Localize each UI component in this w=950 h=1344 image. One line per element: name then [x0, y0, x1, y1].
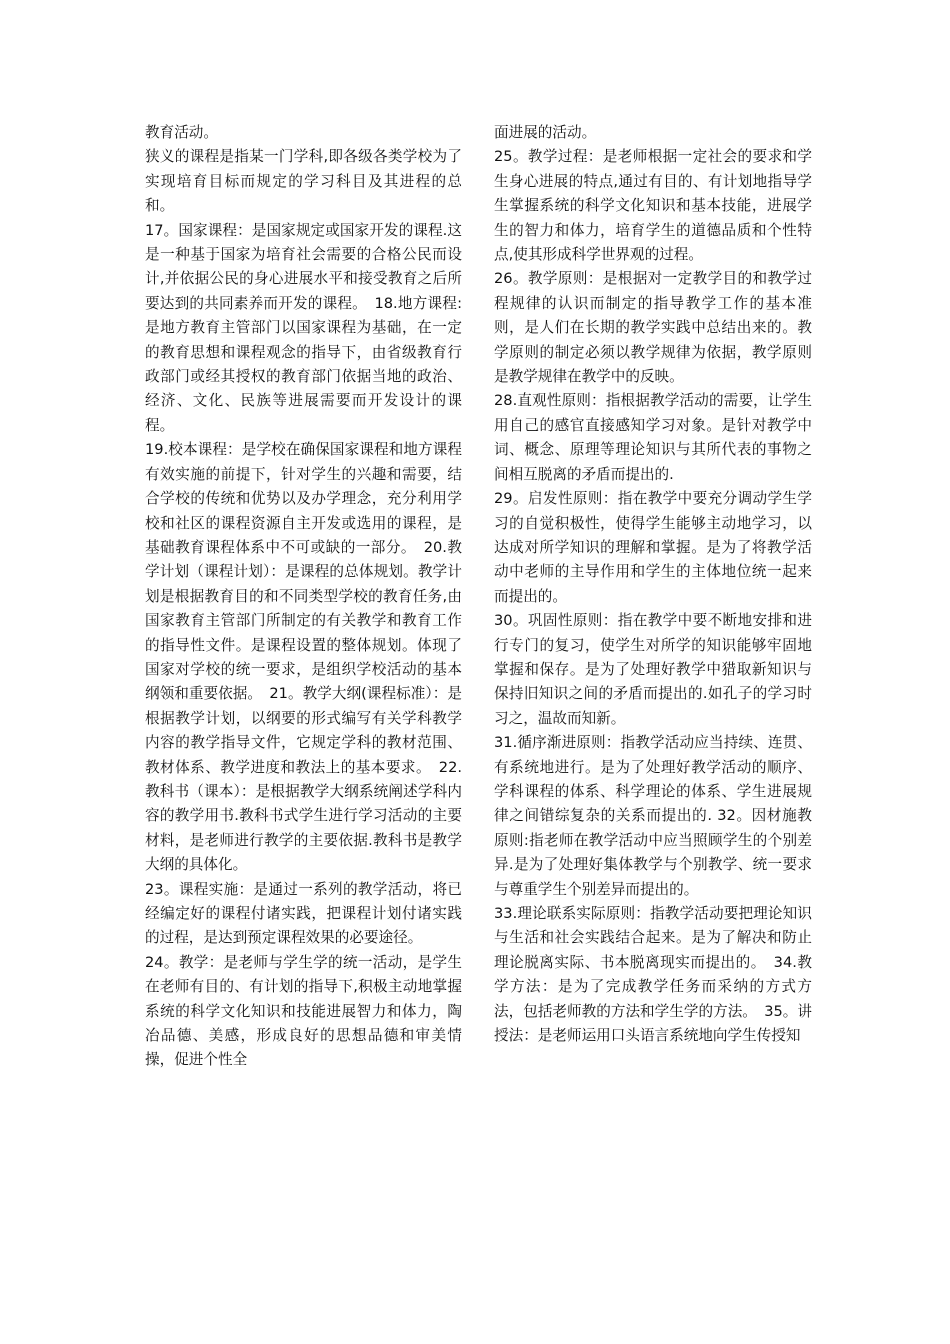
paragraph: 28.直观性原则：指根据教学活动的需要，让学生用自己的感官直接感知学习对象。是针对教学中词、概念、原理等理论知识与其所代表的事物之间相互脱离的矛盾而提出的.: [494, 392, 812, 483]
paragraph: 狭义的课程是指某一门学科,即各级各类学校为了实现培育目标而规定的学习科目及其进程的总和。: [145, 148, 462, 215]
paragraph: 24。教学：是老师与学生学的统一活动，是学生在老师有目的、有计划的指导下,积极主动地掌握系统的科学文化知识和技能进展智力和体力，陶冶品德、美感，形成良好的思想品德和审美情操，促进个性全: [145, 953, 462, 1069]
paragraph: 29。启发性原则：指在教学中要充分调动学生学习的自觉积极性，使得学生能够主动地学习，以达成对所学知识的理解和掌握。是为了将教学活动中老师的主导作用和学生的主体地位统一起来而提出的。: [494, 490, 812, 605]
paragraph: 23。课程实施：是通过一系列的教学活动，将已经编定好的课程付诸实践，把课程计划付诸实践的过程，是达到预定课程效果的必要途径。: [145, 880, 462, 947]
paragraph: 教育活动。: [145, 124, 218, 141]
paragraph: 33.理论联系实际原则：指教学活动要把理论知识与生活和社会实践结合起来。是为了解决和防止理论脱离实际、书本脱离现实而提出的。 34.教学方法：是为了完成教学任务而采纳的方式方法，包括老师教的方法和学生学的方法。 35。讲授法：是老师运用口头语言系统地向学生传授知: [494, 905, 812, 1045]
right-text-column: [494, 121, 812, 1048]
paragraph: 31.循序渐进原则：指教学活动应当持续、连贯、有系统地进行。是为了处理好教学活动的顺序、学科课程的体系、科学理论的体系、学生进展规律之间错综复杂的关系而提出的. 32。因材施教原则:指老师在教学活动中应当照顾学生的个别差异.是为了处理好集体教学与个别教学、统一要求与尊重学生个别差异而提出的。: [494, 734, 812, 898]
paragraph: 17。国家课程：是国家规定或国家开发的课程.这是一种基于国家为培育社会需要的合格公民而设计,并依据公民的身心进展水平和接受教育之后所要达到的共同素养而开发的课程。 18.地方课程:是地方教育主管部门以国家课程为基础，在一定的教育思想和课程观念的指导下，由省级教育行政部门或经其授权的教育部门依据当地的政治、经济、文化、民族等进展需要而开发设计的课程。: [145, 221, 462, 434]
paragraph: 面进展的活动。: [494, 124, 597, 141]
paragraph: 25。教学过程：是老师根据一定社会的要求和学生身心进展的特点,通过有目的、有计划地指导学生掌握系统的科学文化知识和基本技能，进展学生的智力和体力，培育学生的道德品质和个性特点,使其形成科学世界观的过程。: [494, 148, 812, 264]
paragraph: 19.校本课程：是学校在确保国家课程和地方课程有效实施的前提下，针对学生的兴趣和需要，结合学校的传统和优势以及办学理念，充分利用学校和社区的课程资源自主开发或选用的课程，是基础教育课程体系中不可或缺的一部分。 20.教学计划（课程计划）：是课程的总体规划。教学计划是根据教育目的和不同类型学校的教育任务,由国家教育主管部门所制定的有关教学和教育工作的指导性文件。是课程设置的整体规划。体现了国家对学校的统一要求，是组织学校活动的基本纲领和重要依据。 21。教学大纲(课程标准）：是根据教学计划，以纲要的形式编写有关学科教学内容的教学指导文件，它规定学科的教材范围、教材体系、教学进度和教法上的基本要求。 22.教科书（课本）：是根据教学大纲系统阐述学科内容的教学用书.教科书式学生进行学习活动的主要材料，是老师进行教学的主要依据.教科书是教学大纲的具体化。: [145, 441, 462, 874]
left-text-column: [145, 121, 462, 1073]
paragraph: 26。教学原则：是根据对一定教学目的和教学过程规律的认识而制定的指导教学工作的基本准则，是人们在长期的教学实践中总结出来的。教学原则的制定必须以教学规律为依据，教学原则是教学规律在教学中的反映。: [494, 270, 812, 386]
paragraph: 30。巩固性原则：指在教学中要不断地安排和进行专门的复习，使学生对所学的知识能够牢固地掌握和保存。是为了处理好教学中猎取新知识与保持旧知识之间的矛盾而提出的.如孔子的学习时习之，温故而知新。: [494, 612, 812, 727]
